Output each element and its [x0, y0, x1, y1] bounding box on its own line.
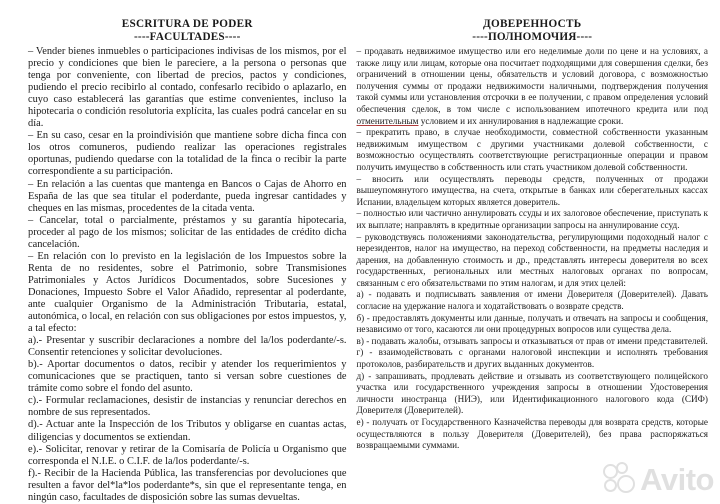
- avito-watermark: [603, 462, 714, 496]
- russian-paragraph: а) - подавать и подписывать заявления от имени Доверителя (Доверителей). Давать согласие на удержание налога и ходатайствовать о возврате средств.: [356, 289, 708, 312]
- spanish-paragraph: b).- Aportar documentos o datos, recibir y atender los requerimientos y comunicaciones que se practiquen, tanto si versan sobre cuestiones de trámite como sobre el fondo del asunto.: [28, 359, 347, 395]
- spanish-column: [10, 18, 353, 504]
- spanish-paragraph: d).- Actuar ante la Inspección de los Tributos y obligarse en cuantas actas, diligencias y documentos se extiendan.: [28, 419, 347, 443]
- spanish-paragraph: – En su caso, cesar en la proindivisión que mantiene sobre dicha finca con los otros comuneros, pudiendo realizar las operaciones registrales oportunas, pudiendo quedarse con la totalidad de la finca o recibir la parte correspondiente a su participación.: [28, 130, 347, 178]
- spanish-subtitle: ----FACULTADES----: [133, 31, 241, 43]
- russian-paragraph: в) - подавать жалобы, отзывать запросы и отказываться от прав от имени представителей.: [356, 335, 708, 346]
- russian-body: [357, 46, 709, 452]
- russian-paragraph: – полностью или частично аннулировать ссуды и их залоговое обеспечение, приступать к их выплате; направлять в кредитные организации запросы на аннулирование ссуд.: [356, 208, 708, 230]
- russian-title: ДОВЕРЕННОСТЬ: [483, 18, 582, 30]
- russian-paragraph: – прекратить право, в случае необходимости, совместной собственности указанным недвижимым имуществом с другими участниками долевой собственности, с возможностью осуществлять соответствующие регистрационные операции и правом получить имущество в собственность или стать участником долевой собственности.: [356, 127, 708, 172]
- spanish-body: [28, 46, 347, 504]
- russian-paragraph-text: условием и их аннулирования в надлежащие сроки.: [418, 115, 624, 126]
- spanish-paragraph: – Cancelar, total o parcialmente, préstamos y su garantía hipotecaria, proceder al pago de los mismos; solicitar de las entidades de crédito dicha cancelación.: [28, 214, 347, 250]
- russian-column: [353, 18, 711, 452]
- russian-paragraph: – вносить или осуществлять переводы средств, полученных от продажи вышеупомянутого имущества, на счета, открытые в банках или сберегательных кассах Испании, владельцем которых является доверитель.: [356, 173, 708, 207]
- spanish-paragraph: e).- Solicitar, renovar y retirar de la Comisaría de Policía u Organismo que corresponda el N.I.E. o C.I.F. de la/los poderdante/-s.: [28, 443, 347, 467]
- spanish-title: ESCRITURA DE PODER: [121, 18, 253, 30]
- russian-paragraph: [357, 46, 709, 127]
- russian-paragraph-text: – продавать недвижимое имущество или его неделимые доли по цене и на условиях, а также лицу или лицам, которые она посчитает подходящими для совершения сделки, без ограничений в отношении цены, обязательств и условий договора, с возможностью получения суммы от продажи недвижимости наличными, подтверждения получения такой суммы или установления отсрочки в ее получении, с правом определения условий обеспечения сделок, в том числе с использованием ипотечного кредита или под: [356, 46, 708, 114]
- spanish-paragraph: a).- Presentar y suscribir declaraciones a nombre del la/los poderdante/-s. Consentir retenciones y solicitar devoluciones.: [28, 335, 347, 359]
- spanish-paragraph: c).- Formular reclamaciones, desistir de instancias y renunciar derechos en nombre de sus representados.: [28, 395, 347, 419]
- spanish-paragraph: f).- Recibir de la Hacienda Pública, las transferencias por devoluciones que resulten a favor del*la*los poderdante*s, sin que el representante tenga, en ningún caso, facultades de disposición sobre las sumas devueltas.: [28, 467, 347, 503]
- spanish-paragraph: – Vender bienes inmuebles o participaciones indivisas de los mismos, por el precio y condiciones que bien le pareciere, a la persona o personas que tenga por conveniente, con libertad de precios, pactos y condiciones, pudiendo el precio recibirlo al contado, confesarlo recibido o aplazarlo, en cuyo caso establecerá las garantías que estime convenientes, incluso la hipotecaria o condición resolutoria explícita, las cuales podrá cancelar en su día.: [28, 46, 347, 130]
- spanish-paragraph: – En relación a las cuentas que mantenga en Bancos o Cajas de Ahorro en España de las que sea titular el poderdante, pueda ingresar cantidades y cheques en las mismas, procedentes de la citada venta.: [28, 178, 347, 214]
- spellcheck-underlined-word: отменительным: [356, 115, 419, 126]
- russian-paragraph: д) - запрашивать, продлевать действие и отзывать из соответствующего полицейского участка или государственного учреждения запросы в отношении Удостоверения личности иностранца (НИЭ), или Идентификационного налогового кода (СИФ) Доверителя (Доверителей).: [356, 370, 708, 416]
- spanish-paragraph: – En relación con lo previsto en la legislación de los Impuestos sobre la Renta de no residentes, sobre el Patrimonio, sobre Transmisiones Patrimoniales y Actos Jurídicos Documentados, sobre Sucesiones y Donaciones, Impuesto Sobre el Valor Añadido, representar al poderdante, ante cualquier Organismo de la Administración Tributaria, estatal, autonómica, o local, en relación con sus obligaciones por estos impuestos, y, a tal efecto:: [28, 250, 347, 335]
- russian-paragraph: – руководствуясь положениями законодательства, регулирующими подоходный налог с нерезидентов, налог на имущество, на переход собственности, на предметы наследия и дарения, на добавленную стоимость и др., представлять интересы доверителя во всех государственных, региональных или местных налоговых органах по вопросам, связанным с его обязательствами по этим налогам, и для этих целей:: [356, 231, 708, 288]
- russian-paragraph: е) - получать от Государственного Казначейства переводы для возврата средств, которые осуществляются в пользу Доверителя (Доверителей), без права распоряжаться возвращаемыми суммами.: [356, 417, 708, 451]
- russian-paragraph: б) - предоставлять документы или данные, получать и отвечать на запросы и сообщения, независимо от того, касаются ли они процедурных вопросов или существа дела.: [356, 312, 708, 335]
- russian-paragraph: г) - взаимодействовать с органами налоговой инспекции и исполнять требования протоколов, разбирательств и других выданных документов.: [356, 347, 708, 370]
- avito-logo-icon: [603, 462, 637, 496]
- russian-subtitle: ----ПОЛНОМОЧИЯ----: [472, 31, 593, 43]
- watermark-label: Avito: [640, 461, 714, 497]
